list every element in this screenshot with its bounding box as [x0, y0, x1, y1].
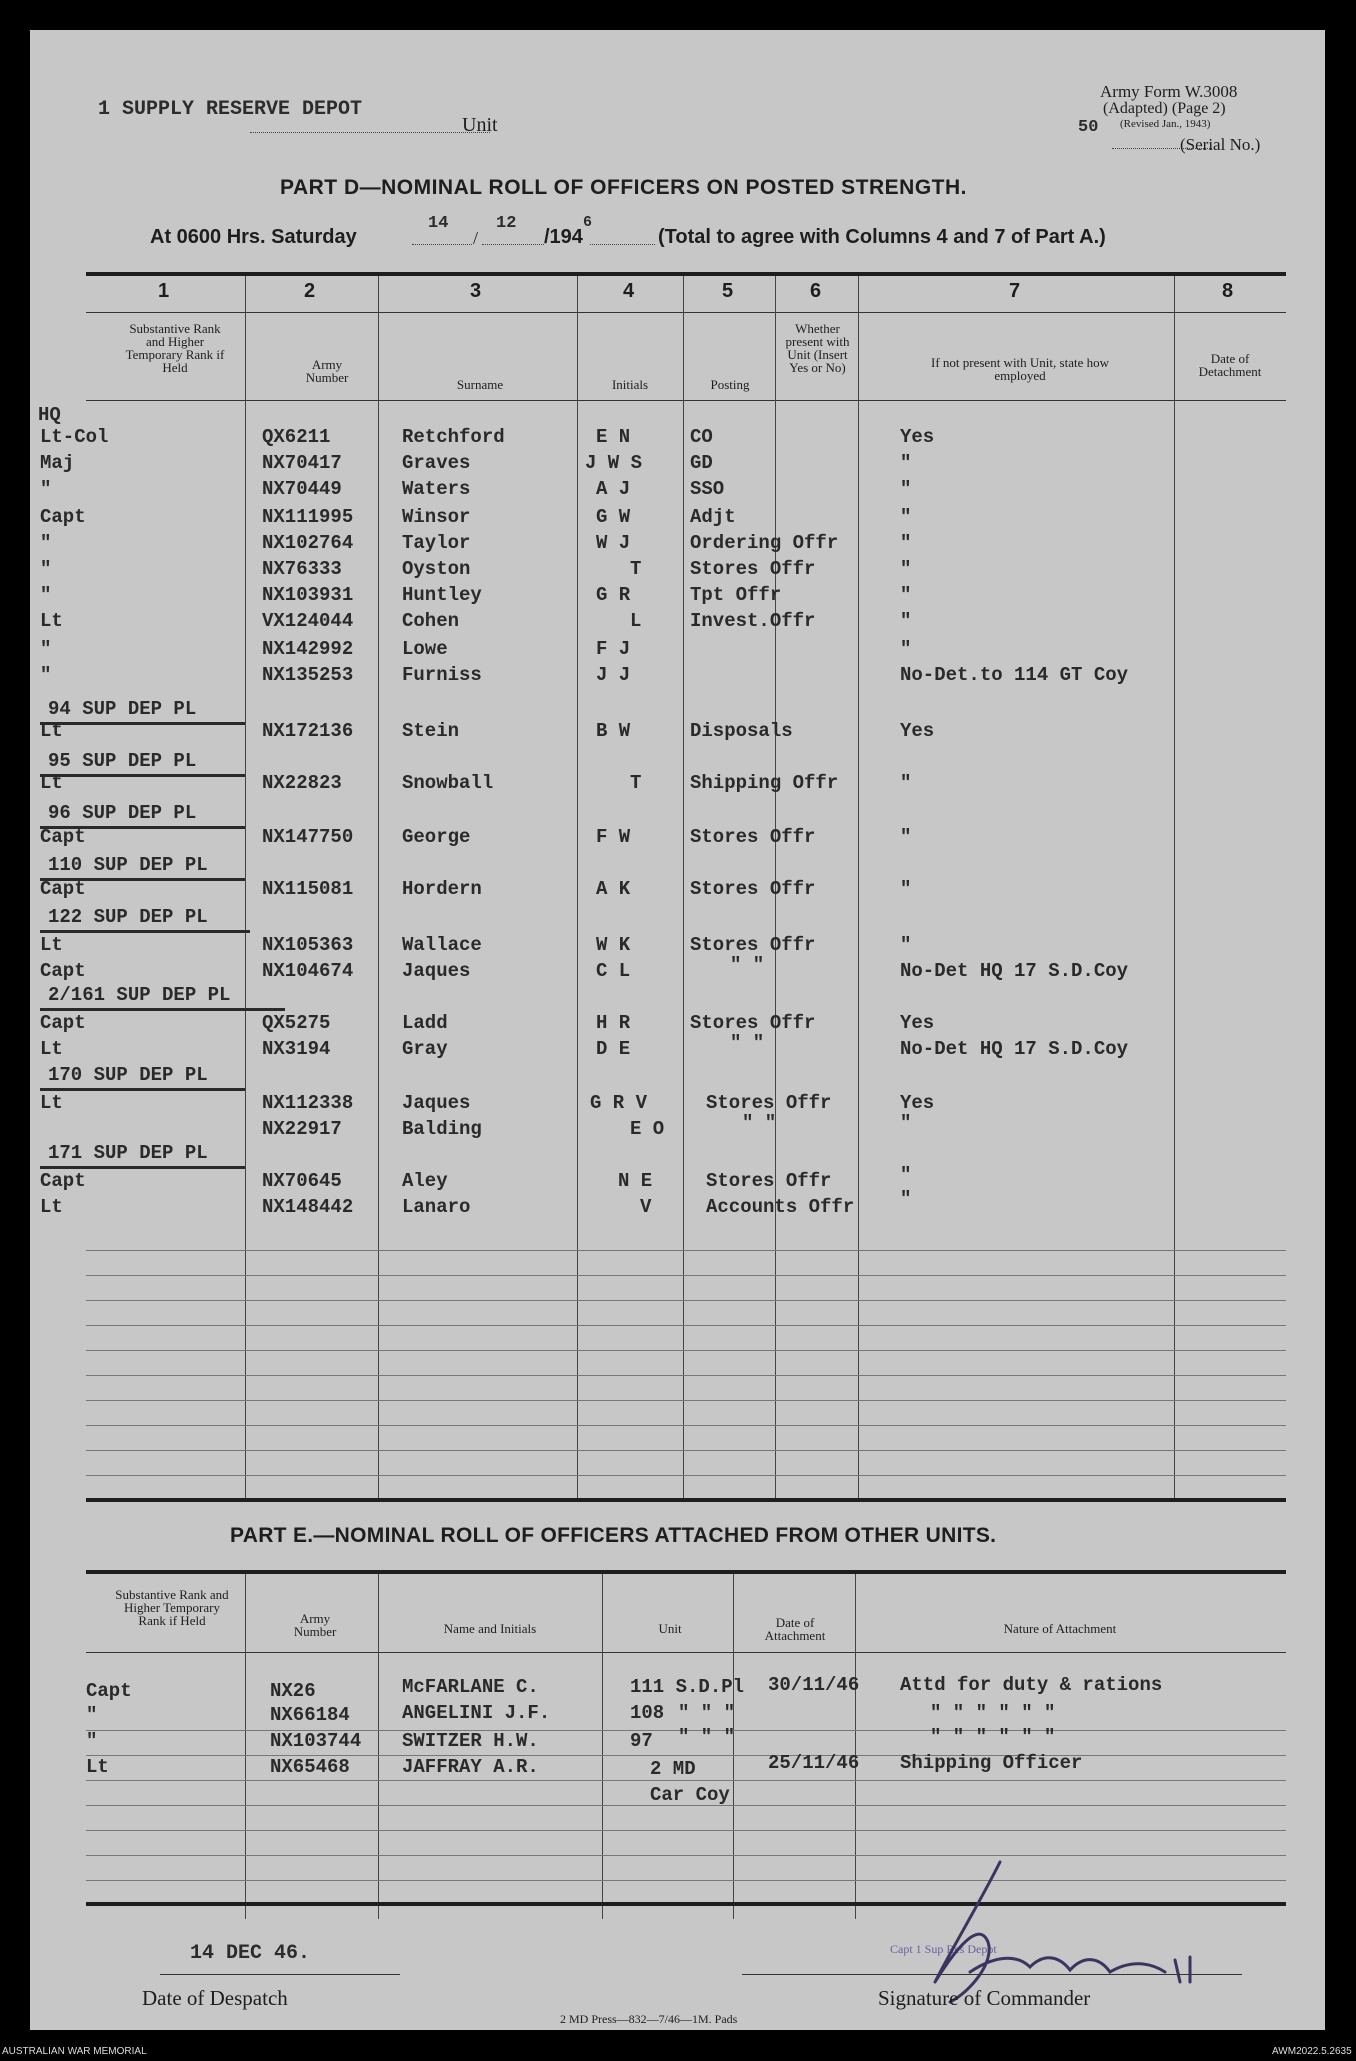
- serial-value: 50: [1078, 118, 1099, 137]
- group-label: HQ: [38, 404, 61, 426]
- form-revised: (Revised Jan., 1943): [1120, 118, 1211, 130]
- col-number-4: 4: [623, 280, 635, 302]
- part-e-top-rule: [86, 1570, 1286, 1574]
- e-col-header-date: Date of Attachment: [764, 1615, 826, 1643]
- group-label: 95 SUP DEP PL: [48, 750, 197, 772]
- e-col-header-name: Name and Initials: [443, 1621, 537, 1636]
- col-header-army-number: Army Number: [305, 357, 349, 385]
- archive-label-right: AWM2022.5.2635: [1272, 2046, 1352, 2057]
- at-prefix: At 0600 Hrs. Saturday: [150, 226, 357, 248]
- group-label: 94 SUP DEP PL: [48, 698, 197, 720]
- form-name: Army Form W.3008: [1100, 82, 1238, 101]
- document-page: 1 SUPPLY RESERVE DEPOT Unit Army Form W.3008 (Adapted) (Page 2) 50 (Revised Jan., 1943) (Serial No.) PART D—NOMINAL ROLL OF OFFICERS ON POSTED STRENGTH. At 0600 Hrs. Saturday 14 / 12 /194 6 (Total to agree with Columns 4 and 7 of Part A.) 1 2 3 4 5 6 7 8 Substantive Rank and Higher Temporary Rank if Held Army Number Surname Initials Posting Whether present with Unit (Insert Yes or No) If not present with Unit, state how employed Date of Detachment HQ 94 SUP DEP PL 95 SUP DEP PL 96 SUP DEP PL 110 SUP DEP PL 122 SUP DEP PL 2/161 SUP DEP PL 170 SUP DEP PL 171 SUP DEP PL Lt-Col QX6211 Retchford E N CO Yes Maj NX70417 Graves J W S GD " " NX70449 Waters A J SSO " Capt NX111995 Winsor G W Adjt " " NX102764 Taylor W J Ordering Offr " " NX76333 Oyston T Stores Offr " " NX103931 Huntley G R Tpt Offr " Lt VX124044 Cohen L Invest.Offr " " NX142992 Lowe F J " " NX135253 Furniss J J No-Det.to 114 GT Coy Lt NX172136 Stein B W Disposals Yes Lt NX22823 Snowball T Shipping Offr " Capt NX147750 George F W Stores Offr " Capt NX115081 Hordern A K Stores Offr " Lt NX105363 Wallace W K Stores Offr " Capt NX104674 Jaques C L " " No-Det HQ 17 S.D.Coy Capt QX5275 Ladd H R Stores Offr Yes Lt NX3194 Gray D E " " No-Det HQ 17 S.D.Coy Lt NX112338 Jaques G R V Stores Offr Yes NX22917 Balding E O " " " Capt NX70645 Aley N E Stores Offr " Lt NX148442 Lanaro V Accounts Offr " PART E.—NOMINAL ROLL OF OFFICERS ATTACHED FROM OTHER UNITS. Substantive Rank and Higher Temporary Rank if Held Army Number Name and Initials Unit Date of Attachment Nature of Attachment Capt NX26 McFARLANE C. 111 S.D.Pl 30/11/46 Attd for duty & rations " NX66184 ANGELINI J.F. 108 " " " " " " " " " " NX103744 SWITZER H.W. 97 " " " " " " " " " Lt NX65468 JAFFRAY A.R. 2 MD Car Coy 25/11/46 Shipping Officer 14 DEC 46. Date of Despatch Capt 1 Sup Res Depot Signature of Commander 2 MD Press—832—7/46—1M. Pads: [30, 30, 1325, 2030]
- year-digit: 6: [583, 214, 593, 231]
- serial-label: (Serial No.): [1180, 135, 1261, 154]
- commander-signature: [830, 1832, 1230, 2012]
- month-value: 12: [496, 214, 517, 233]
- unit-label: Unit: [462, 114, 498, 136]
- archive-label-left: AUSTRALIAN WAR MEMORIAL: [2, 2046, 147, 2057]
- e-col-header-nature: Nature of Attachment: [1003, 1621, 1117, 1636]
- unit-value: 1 SUPPLY RESERVE DEPOT: [98, 98, 363, 121]
- col-number-5: 5: [722, 280, 734, 302]
- day-dotted: [412, 244, 472, 245]
- col-number-1: 1: [158, 280, 170, 302]
- part-d-top-rule: [86, 272, 1286, 276]
- col-number-8: 8: [1222, 280, 1234, 302]
- col-header-initials: Initials: [611, 377, 649, 392]
- e-col-header-army-number: Army Number: [293, 1611, 337, 1639]
- col-number-6: 6: [810, 280, 822, 302]
- col-number-7: 7: [1009, 280, 1021, 302]
- total-note: (Total to agree with Columns 4 and 7 of Part A.): [658, 226, 1106, 248]
- col-header-rank: Substantive Rank and Higher Temporary Rank if Held: [125, 321, 225, 375]
- despatch-date: 14 DEC 46.: [190, 1942, 311, 1965]
- despatch-label: Date of Despatch: [142, 1986, 288, 2010]
- group-label: 96 SUP DEP PL: [48, 802, 197, 824]
- press-note: 2 MD Press—832—7/46—1M. Pads: [560, 2012, 738, 2026]
- commander-stamp: Capt 1 Sup Res Depot: [890, 1942, 997, 1956]
- part-e-title: PART E.—NOMINAL ROLL OF OFFICERS ATTACHED FROM OTHER UNITS.: [230, 1524, 997, 1547]
- year-dotted: [590, 244, 655, 245]
- col-header-employed: If not present with Unit, state how employed: [931, 355, 1109, 383]
- part-d-bottom-rule: [86, 1498, 1286, 1502]
- despatch-line: [160, 1974, 400, 1975]
- col-header-present: Whether present with Unit (Insert Yes or No): [785, 321, 850, 375]
- group-label: 170 SUP DEP PL: [48, 1064, 208, 1086]
- col-header-posting: Posting: [710, 377, 750, 392]
- year-prefix: /194: [544, 226, 583, 248]
- group-label: 122 SUP DEP PL: [48, 906, 208, 928]
- e-col-header-rank: Substantive Rank and Higher Temporary Rank if Held: [115, 1587, 229, 1628]
- group-label: 110 SUP DEP PL: [48, 854, 208, 876]
- group-label: 2/161 SUP DEP PL: [48, 984, 231, 1006]
- e-col-header-unit: Unit: [658, 1621, 682, 1636]
- signature-label: Signature of Commander: [878, 1986, 1091, 2010]
- col-header-surname: Surname: [456, 377, 504, 392]
- group-label: 171 SUP DEP PL: [48, 1142, 208, 1164]
- month-dotted: [482, 244, 544, 245]
- day-value: 14: [428, 214, 449, 233]
- unit-dotted-line: [250, 132, 490, 133]
- col-header-detachment-date: Date of Detachment: [1198, 351, 1262, 379]
- part-d-title: PART D—NOMINAL ROLL OF OFFICERS ON POSTED STRENGTH.: [280, 176, 968, 199]
- col-number-2: 2: [304, 280, 316, 302]
- col-number-3: 3: [470, 280, 482, 302]
- form-adapted: (Adapted) (Page 2): [1103, 100, 1226, 117]
